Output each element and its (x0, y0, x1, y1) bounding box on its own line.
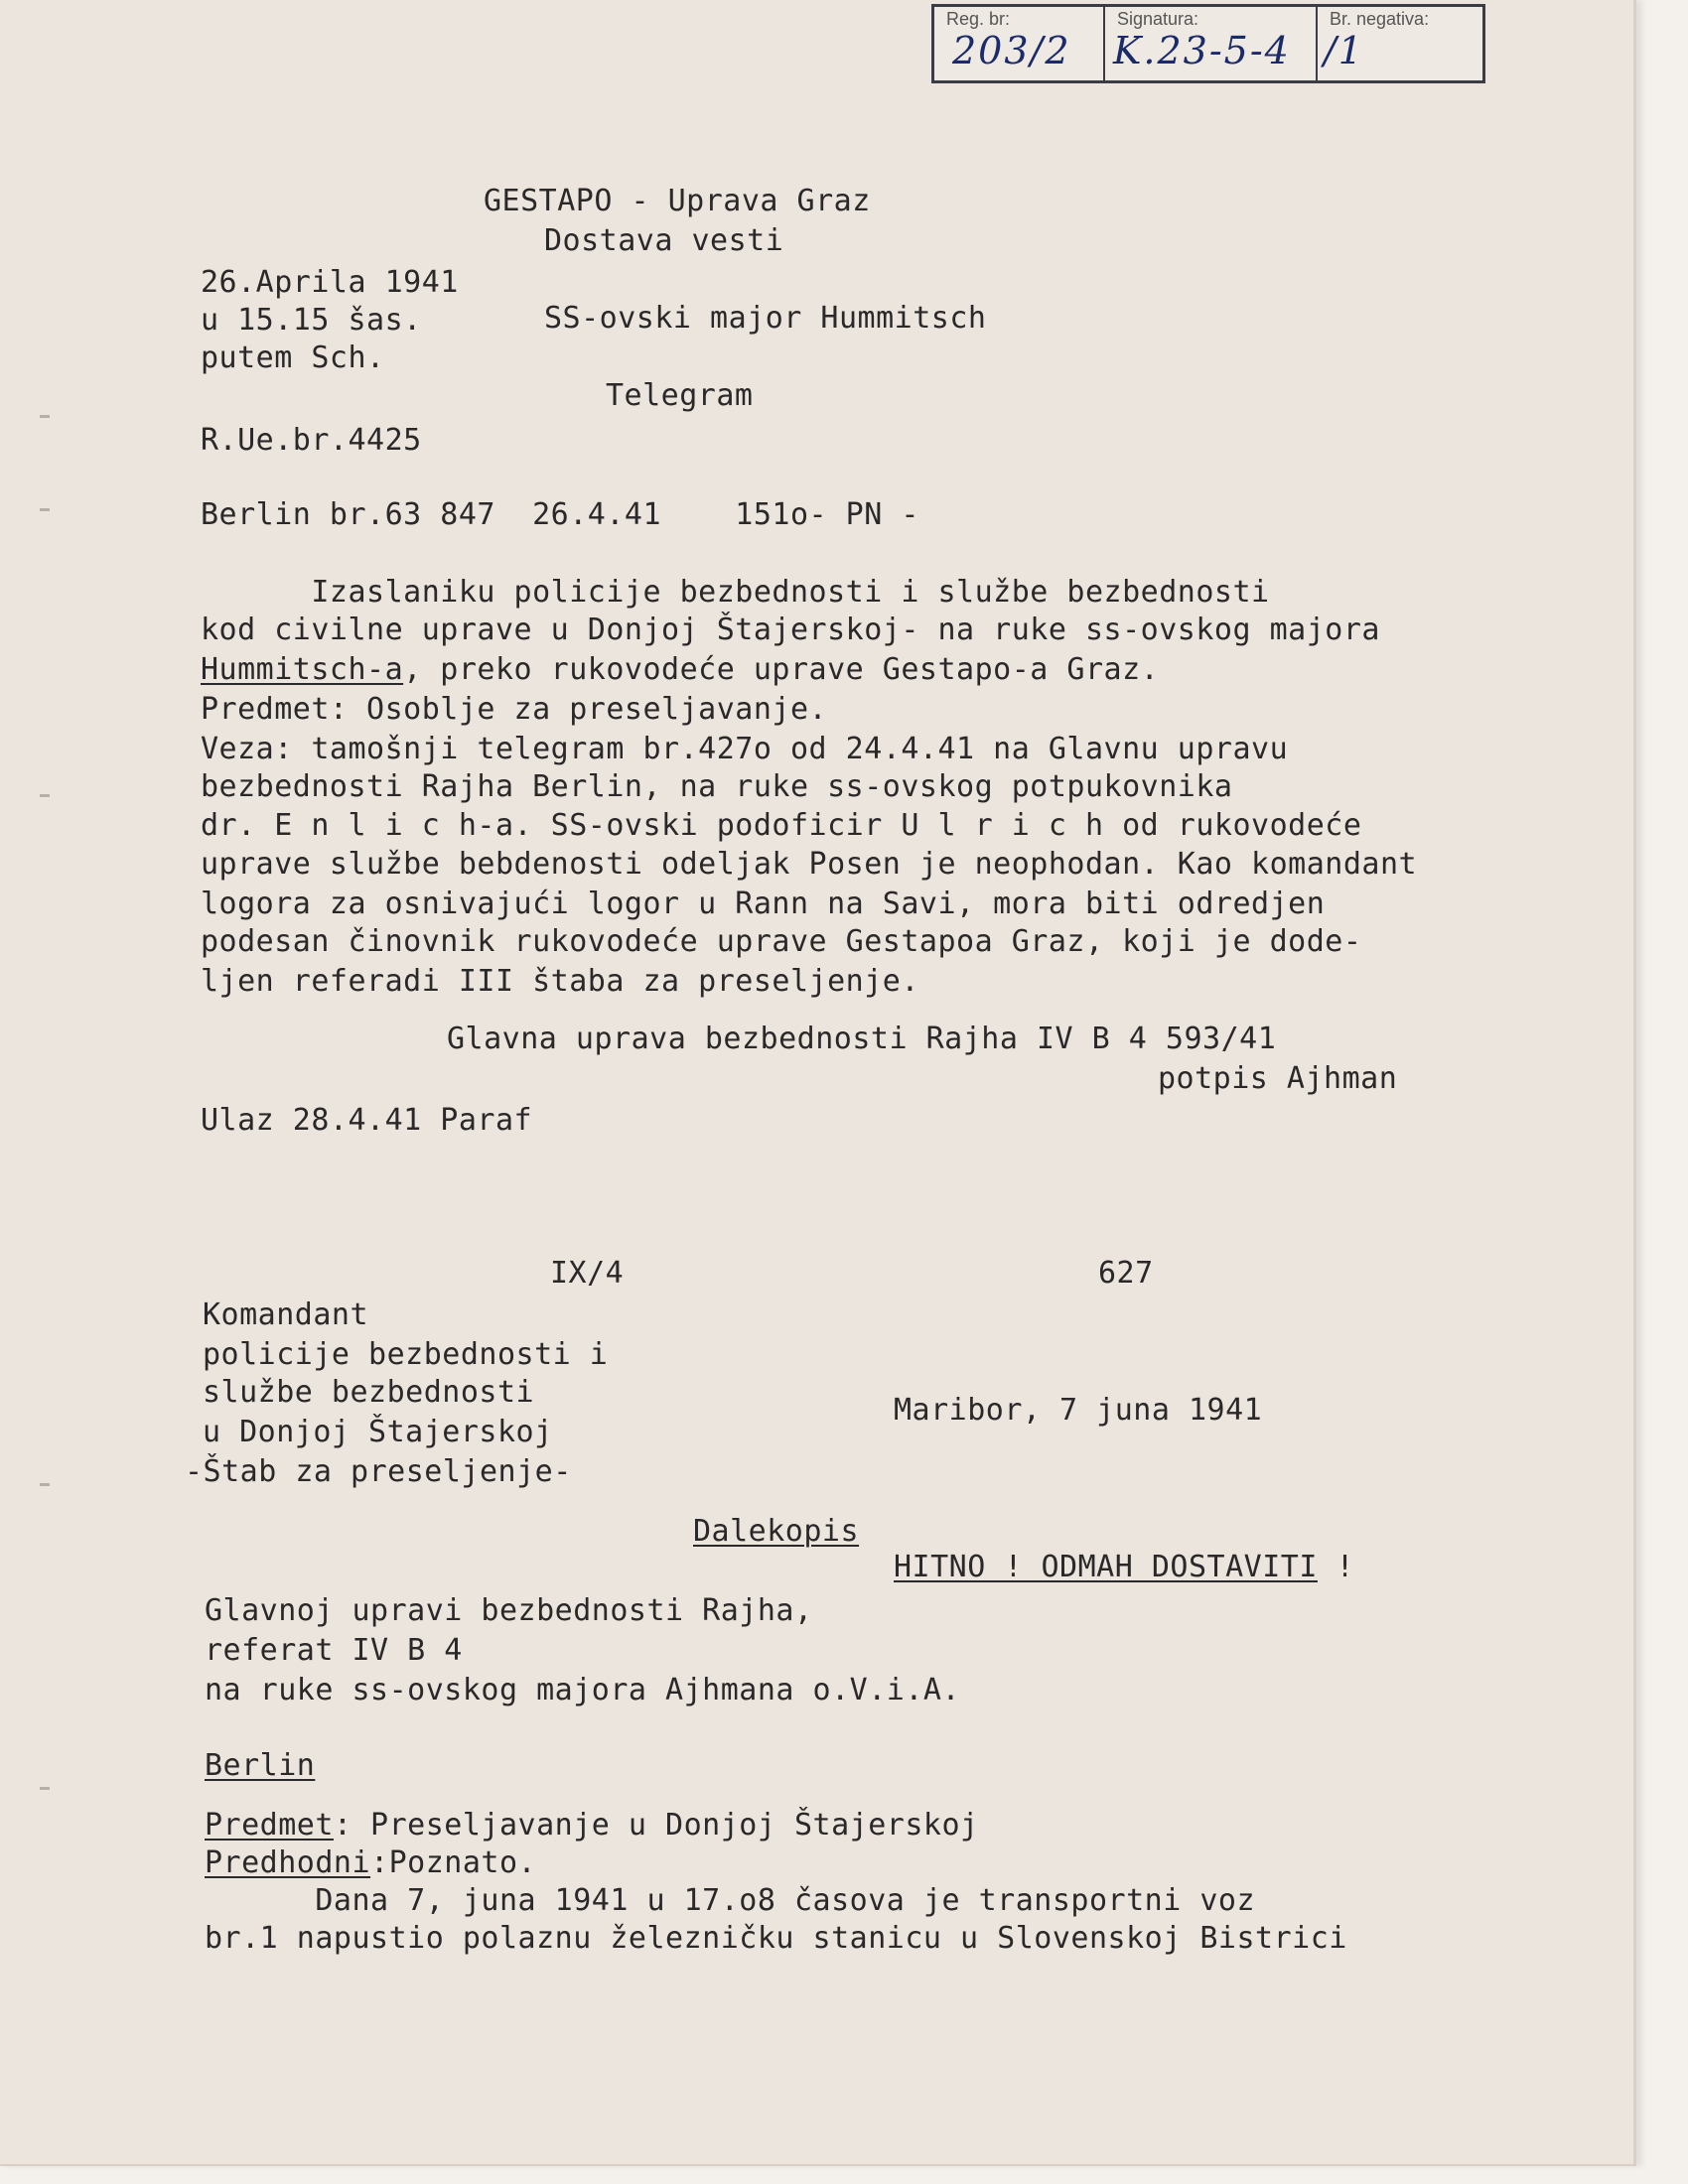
doc2-number: 627 (1098, 1256, 1154, 1291)
doc1-body-rest-line: Veza: tamošnji telegram br.427o od 24.4.41 na Glavnu upravu (201, 732, 1289, 766)
doc1-date-line3: putem Sch. (201, 341, 385, 375)
doc1-body-line: Izaslaniku policije bezbednosti i službe bezbednosti (201, 575, 1270, 610)
doc2-addressee-line: referat IV B 4 (205, 1633, 463, 1668)
doc2-sender-line: službe bezbednosti (203, 1375, 535, 1410)
doc2-previous-text: :Poznato. (370, 1845, 537, 1880)
doc2-place-date: Maribor, 7 juna 1941 (894, 1393, 1263, 1428)
doc2-doc-type: Dalekopis (693, 1514, 860, 1549)
doc2-sender-line: Komandant (203, 1297, 369, 1332)
doc1-body-line3 (201, 651, 1159, 689)
punch-mark (40, 508, 50, 511)
doc1-date-line2: u 15.15 šas. (201, 303, 422, 338)
doc2-body-line: Dana 7, juna 1941 u 17.o8 časova je transportni voz (205, 1883, 1256, 1918)
doc2-addressee-line: Glavnoj upravi bezbednosti Rajha, (205, 1593, 813, 1628)
doc1-header-org: GESTAPO - Uprava Graz (484, 184, 871, 218)
stamp-sig-value: K.23-5-4 (1113, 29, 1291, 72)
doc2-sender-line: -Štab za preseljenje- (185, 1454, 572, 1489)
doc1-recipient: SS-ovski major Hummitsch (544, 301, 987, 336)
archive-stamp (931, 4, 1485, 83)
punch-mark (40, 415, 50, 418)
doc2-sender-line: u Donjoj Štajerskoj (203, 1415, 553, 1449)
stamp-neg-label: Br. negativa: (1330, 9, 1430, 29)
doc1-body-line: kod civilne uprave u Donjoj Štajerskoj- na ruke ss-ovskog majora (201, 613, 1380, 647)
doc1-received: Ulaz 28.4.41 Paraf (201, 1103, 533, 1138)
stamp-negative-cell (1318, 7, 1482, 80)
doc1-body-rest-line: bezbednosti Rajha Berlin, na ruke ss-ovskog potpukovnika (201, 769, 1233, 804)
doc2-urgent-line (894, 1549, 1354, 1586)
doc2-previous-label: Predhodni (205, 1845, 371, 1880)
doc2-subject-text: : Preseljavanje u Donjoj Štajerskoj (333, 1808, 979, 1843)
doc1-subject: Predmet: Osoblje za preseljavanje. (201, 692, 828, 727)
doc1-signature: potpis Ajhman (1158, 1061, 1398, 1096)
doc2-subject-label: Predmet (205, 1808, 334, 1843)
doc2-previous-line (205, 1844, 536, 1882)
doc1-ref-no: R.Ue.br.4425 (201, 423, 422, 458)
doc2-addressee-line: na ruke ss-ovskog majora Ajhmana o.V.i.A. (205, 1673, 961, 1707)
doc1-date-line1: 26.Aprila 1941 (201, 265, 459, 300)
doc2-city: Berlin (205, 1748, 316, 1783)
stamp-sig-label: Signatura: (1117, 9, 1199, 29)
doc1-berlin-line: Berlin br.63 847 26.4.41 151o- PN - (201, 497, 919, 532)
doc1-body-rest-line: podesan činovnik rukovodeće uprave Gestapoa Graz, koji je dode- (201, 924, 1362, 959)
stamp-reg-cell (934, 7, 1105, 80)
doc1-body-rest-line: dr. E n l i c h-a. SS-ovski podoficir U l r i c h od rukovodeće (201, 808, 1362, 843)
doc1-signature-org: Glavna uprava bezbednosti Rajha IV B 4 593/41 (447, 1022, 1277, 1056)
doc1-body-line3-rest: , preko rukovodeće uprave Gestapo-a Graz. (403, 652, 1160, 687)
doc2-subject-line (205, 1807, 979, 1844)
doc1-body-rest-line: logora za osnivajući logor u Rann na Savi, mora biti odredjen (201, 887, 1326, 921)
doc2-urgent: HITNO ! ODMAH DOSTAVITI (894, 1550, 1318, 1584)
stamp-reg-label: Reg. br: (946, 9, 1011, 29)
doc1-header-sub: Dostava vesti (544, 223, 784, 258)
doc1-doc-type: Telegram (606, 378, 754, 413)
stamp-signature-cell (1105, 7, 1318, 80)
punch-mark (40, 794, 50, 797)
stamp-neg-value: /1 (1324, 29, 1364, 72)
punch-mark (40, 1787, 50, 1790)
stamp-reg-value: 203/2 (952, 29, 1071, 72)
doc2-body-line: br.1 napustio polaznu železničku stanicu u Slovenskoj Bistrici (205, 1921, 1347, 1956)
doc2-urgent-mark: ! (1317, 1550, 1355, 1584)
doc1-name-underlined: Hummitsch-a (201, 652, 404, 687)
doc1-body-rest-line: ljen referadi III štaba za preseljenje. (201, 964, 919, 999)
doc1-body-rest-line: uprave službe bebdenosti odeljak Posen je neophodan. Kao komandant (201, 847, 1418, 882)
doc2-sender-line: policije bezbednosti i (203, 1337, 609, 1372)
punch-mark (40, 1483, 50, 1486)
doc2-file-ref: IX/4 (550, 1256, 625, 1291)
